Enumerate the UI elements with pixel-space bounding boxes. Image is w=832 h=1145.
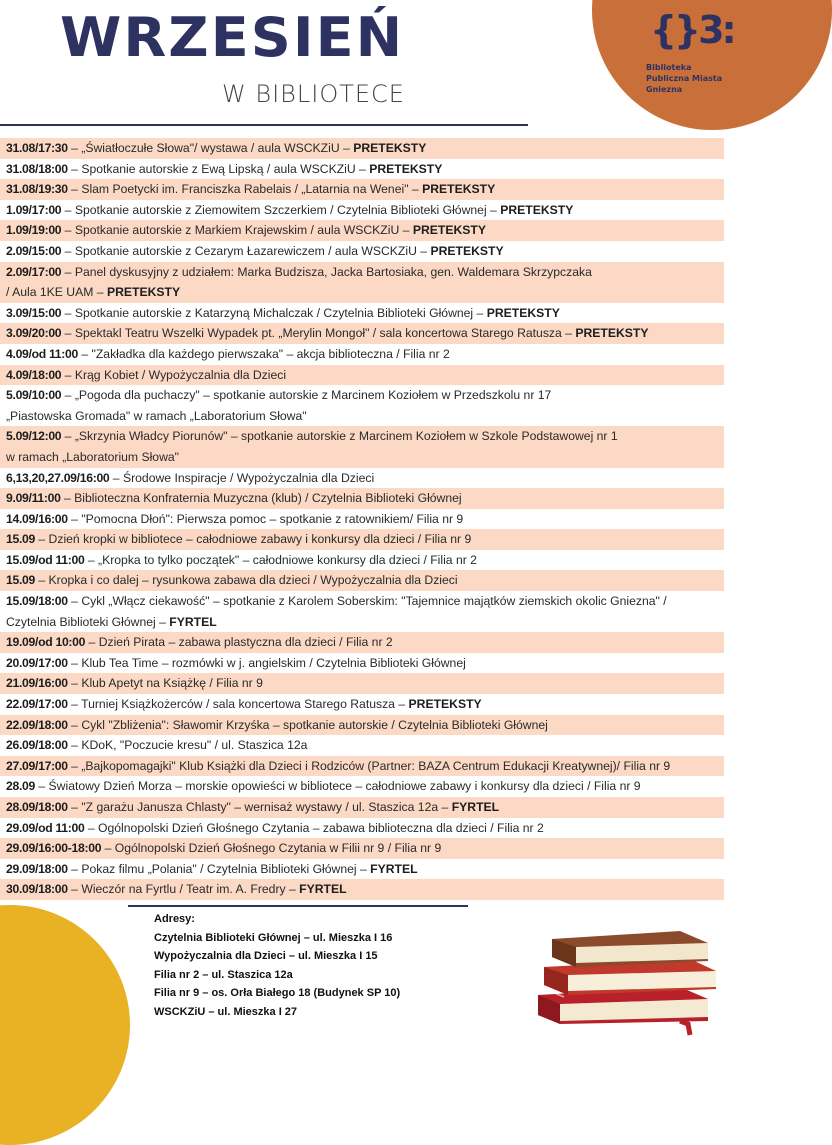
event-description: – Turniej Książkożerców / sala koncertowa Starego Ratusza – xyxy=(67,697,409,712)
event-description: – KDoK, "Poczucie kresu" / ul. Staszica 12a xyxy=(67,738,308,753)
event-description: – „Pogoda dla puchaczy" – spotkanie autorskie z Marcinem Koziołem w Przedszkolu nr 17 xyxy=(61,388,552,403)
event-row xyxy=(0,323,724,344)
event-datetime: 22.09/17:00 xyxy=(6,697,68,712)
event-description: – "Pomocna Dłoń": Pierwsza pomoc – spotkanie z ratownikiem/ Filia nr 9 xyxy=(67,511,464,526)
event-datetime: 31.08/18:00 xyxy=(6,161,68,176)
event-description: – Pokaz filmu „Polania" / Czytelnia Biblioteki Głównej – xyxy=(67,861,371,876)
event-description: – Klub Apetyt na Książkę / Filia nr 9 xyxy=(67,676,263,691)
event-organizer: PRETEKSTY xyxy=(486,305,560,320)
event-datetime: 21.09/16:00 xyxy=(6,676,68,691)
event-row xyxy=(0,200,724,221)
event-row xyxy=(0,365,724,386)
event-row xyxy=(0,632,724,653)
event-row xyxy=(0,468,724,489)
event-continuation-text: w ramach „Laboratorium Słowa" xyxy=(6,449,179,464)
event-continuation-text: / Aula 1KE UAM – xyxy=(6,285,107,300)
event-description: – Dzień kropki w bibliotece – całodniowe zabawy i konkursy dla dzieci / Filia nr 9 xyxy=(35,532,472,547)
library-logo-icon: {}3: xyxy=(650,8,734,52)
event-organizer: PRETEKSTY xyxy=(353,141,427,155)
event-list xyxy=(0,138,724,900)
addresses-divider xyxy=(128,905,468,907)
event-organizer: PRETEKSTY xyxy=(106,285,181,300)
event-description-continued xyxy=(6,612,720,633)
event-row xyxy=(0,262,724,303)
event-row xyxy=(0,220,724,241)
event-row xyxy=(0,735,724,756)
event-row xyxy=(0,179,724,200)
event-datetime: 5.09/12:00 xyxy=(6,429,62,444)
event-row xyxy=(0,488,724,509)
event-datetime: 3.09/15:00 xyxy=(6,305,62,320)
event-organizer: PRETEKSTY xyxy=(369,161,443,176)
event-organizer: FYRTEL xyxy=(299,882,347,897)
event-description: – „Kropka to tylko początek" – całodniowe konkursy dla dzieci / Filia nr 2 xyxy=(84,552,477,567)
event-organizer: PRETEKSTY xyxy=(422,182,496,197)
event-description: – „Światłoczułe Słowa"/ wystawa / aula WSCKZiU – xyxy=(67,141,354,155)
event-description: – Slam Poetycki im. Franciszka Rabelais / „Latarnia na Wenei" – xyxy=(67,182,423,197)
event-organizer: PRETEKSTY xyxy=(575,326,649,341)
event-description: – Ogólnopolski Dzień Głośnego Czytania w Filii nr 9 / Filia nr 9 xyxy=(101,841,442,856)
event-description: – „Skrzynia Władcy Piorunów" – spotkanie autorskie z Marcinem Koziołem w Szkole Podstawowej nr 1 xyxy=(61,429,618,444)
address-line: Czytelnia Biblioteki Głównej – ul. Mieszka I 16 xyxy=(154,931,393,944)
event-datetime: 26.09/18:00 xyxy=(6,738,68,753)
event-description: – Spotkanie autorskie z Markiem Krajewskim / aula WSCKZiU – xyxy=(61,223,413,238)
event-row xyxy=(0,673,724,694)
event-description: – Cykl "Zbliżenia": Sławomir Krzyśka – spotkanie autorskie / Czytelnia Biblioteki Głównej xyxy=(67,717,548,732)
event-description: – Światowy Dzień Morza – morskie opowieści w bibliotece – całodniowe zabawy i konkursy dla dzieci / Filia nr 9 xyxy=(35,779,641,794)
event-row xyxy=(0,138,724,159)
event-row xyxy=(0,776,724,797)
event-row xyxy=(0,241,724,262)
event-datetime: 1.09/17:00 xyxy=(6,202,62,217)
event-description: – Spotkanie autorskie z Ziemowitem Szczerkiem / Czytelnia Biblioteki Głównej – xyxy=(61,202,501,217)
event-row xyxy=(0,797,724,818)
event-description-continued xyxy=(6,282,720,303)
event-row xyxy=(0,818,724,839)
event-description: – "Zakładka dla każdego pierwszaka" – akcja biblioteczna / Filia nr 2 xyxy=(77,346,450,361)
event-row xyxy=(0,426,724,467)
addresses-title: Adresy: xyxy=(154,913,195,925)
address-line: Filia nr 9 – os. Orła Białego 18 (Budynek SP 10) xyxy=(154,987,401,1000)
page-title: WRZESIEŃ xyxy=(60,6,405,69)
books-illustration-icon xyxy=(530,925,720,1024)
event-datetime: 19.09/od 10:00 xyxy=(6,635,86,650)
event-row xyxy=(0,529,724,550)
event-datetime: 4.09/od 11:00 xyxy=(6,346,78,361)
event-description: – Panel dyskusyjny z udziałem: Marka Budzisza, Jacka Bartosiaka, gen. Waldemara Skrzypczaka xyxy=(61,264,592,279)
event-row xyxy=(0,715,724,736)
event-datetime: 15.09/18:00 xyxy=(6,594,68,609)
event-description: – Wieczór na Fyrtlu / Teatr im. A. Fredry – xyxy=(67,882,300,897)
address-line: Wypożyczalnia dla Dzieci – ul. Mieszka I 15 xyxy=(154,950,378,963)
event-datetime: 29.09/16:00-18:00 xyxy=(6,841,102,856)
event-row xyxy=(0,756,724,777)
event-description: – Klub Tea Time – rozmówki w j. angielskim / Czytelnia Biblioteki Głównej xyxy=(67,655,466,670)
event-description: – Spotkanie autorskie z Cezarym Łazarewiczem / aula WSCKZiU – xyxy=(61,243,431,258)
title-divider xyxy=(0,124,528,126)
event-row xyxy=(0,838,724,859)
event-datetime: 15.09 xyxy=(6,573,35,588)
corner-decoration-yellow xyxy=(0,905,130,1145)
event-datetime: 31.08/19:30 xyxy=(6,182,68,197)
event-row xyxy=(0,591,724,632)
event-description: – Biblioteczna Konfraternia Muzyczna (klub) / Czytelnia Biblioteki Głównej xyxy=(60,491,462,506)
event-description: – Ogólnopolski Dzień Głośnego Czytania – zabawa biblioteczna dla dzieci / Filia nr 2 xyxy=(84,820,544,835)
event-row xyxy=(0,550,724,571)
event-description: – Spotkanie autorskie z Katarzyną Michalczak / Czytelnia Biblioteki Głównej – xyxy=(61,305,487,320)
event-description: – "Z garażu Janusza Chlasty" – wernisaż wystawy / ul. Staszica 12a – xyxy=(67,800,452,814)
event-description: – Spotkanie autorskie z Ewą Lipską / aula WSCKZiU – xyxy=(67,161,370,176)
event-organizer: FYRTEL xyxy=(370,861,418,876)
event-datetime: 5.09/10:00 xyxy=(6,388,62,403)
event-datetime: 3.09/20:00 xyxy=(6,326,62,341)
event-datetime: 15.09/od 11:00 xyxy=(6,552,85,567)
event-organizer: PRETEKSTY xyxy=(412,223,486,238)
event-description: – Krąg Kobiet / Wypożyczalnia dla Dzieci xyxy=(61,367,287,382)
event-description: – Dzień Pirata – zabawa plastyczna dla dzieci / Filia nr 2 xyxy=(85,635,393,650)
event-organizer: FYRTEL xyxy=(169,614,217,629)
addresses-block xyxy=(154,910,400,1022)
event-datetime: 15.09 xyxy=(6,532,35,547)
event-datetime: 30.09/18:00 xyxy=(6,882,68,897)
event-row xyxy=(0,859,724,880)
event-datetime: 4.09/18:00 xyxy=(6,367,62,382)
event-continuation-text: „Piastowska Gromada" w ramach „Laboratorium Słowa" xyxy=(6,408,307,423)
event-description-continued xyxy=(6,406,720,427)
event-datetime: 29.09/od 11:00 xyxy=(6,820,85,835)
event-description: – Środowe Inspiracje / Wypożyczalnia dla Dzieci xyxy=(109,470,375,485)
event-datetime: 9.09/11:00 xyxy=(6,491,61,506)
event-datetime: 31.08/17:30 xyxy=(6,141,68,155)
event-row xyxy=(0,385,724,426)
event-description-continued xyxy=(6,447,720,468)
event-row xyxy=(0,303,724,324)
event-organizer: PRETEKSTY xyxy=(500,202,574,217)
event-datetime: 6,13,20,27.09/16:00 xyxy=(6,470,110,485)
event-datetime: 2.09/15:00 xyxy=(6,243,62,258)
event-row xyxy=(0,159,724,180)
event-datetime: 29.09/18:00 xyxy=(6,861,68,876)
event-datetime: 27.09/17:00 xyxy=(6,758,68,773)
event-row xyxy=(0,694,724,715)
event-datetime: 28.09 xyxy=(6,779,35,794)
event-row xyxy=(0,653,724,674)
event-datetime: 22.09/18:00 xyxy=(6,717,68,732)
address-line: WSCKZiU – ul. Mieszka I 27 xyxy=(154,1005,298,1018)
library-logo-name: Biblioteka Publiczna Miasta Gniezna xyxy=(646,63,723,94)
event-organizer: PRETEKSTY xyxy=(430,243,504,258)
event-datetime: 20.09/17:00 xyxy=(6,655,68,670)
page-subtitle: W BIBLIOTECE xyxy=(222,80,405,108)
event-datetime: 28.09/18:00 xyxy=(6,800,68,814)
event-datetime: 2.09/17:00 xyxy=(6,264,62,279)
event-description: – Kropka i co dalej – rysunkowa zabawa dla dzieci / Wypożyczalnia dla Dzieci xyxy=(35,573,458,588)
event-description: – Spektakl Teatru Wszelki Wypadek pt. „Merylin Mongoł" / sala koncertowa Starego Ratusza – xyxy=(61,326,576,341)
event-row xyxy=(0,879,724,900)
event-organizer: FYRTEL xyxy=(451,800,500,814)
address-line: Filia nr 2 – ul. Staszica 12a xyxy=(154,968,293,981)
event-description: – Cykl „Włącz ciekawość" – spotkanie z Karolem Soberskim: "Tajemnice majątków ziemskich okolic Gniezna" / xyxy=(67,594,667,609)
event-continuation-text: Czytelnia Biblioteki Głównej – xyxy=(6,614,170,629)
event-row xyxy=(0,509,724,530)
event-organizer: PRETEKSTY xyxy=(408,697,482,712)
event-description: – „Bajkopomagajki" Klub Książki dla Dzieci i Rodziców (Partner: BAZA Centrum Edukacji Kreatywnej)/ Filia nr 9 xyxy=(67,758,671,773)
event-datetime: 1.09/19:00 xyxy=(6,223,62,238)
event-row xyxy=(0,570,724,591)
event-datetime: 14.09/16:00 xyxy=(6,511,68,526)
event-row xyxy=(0,344,724,365)
